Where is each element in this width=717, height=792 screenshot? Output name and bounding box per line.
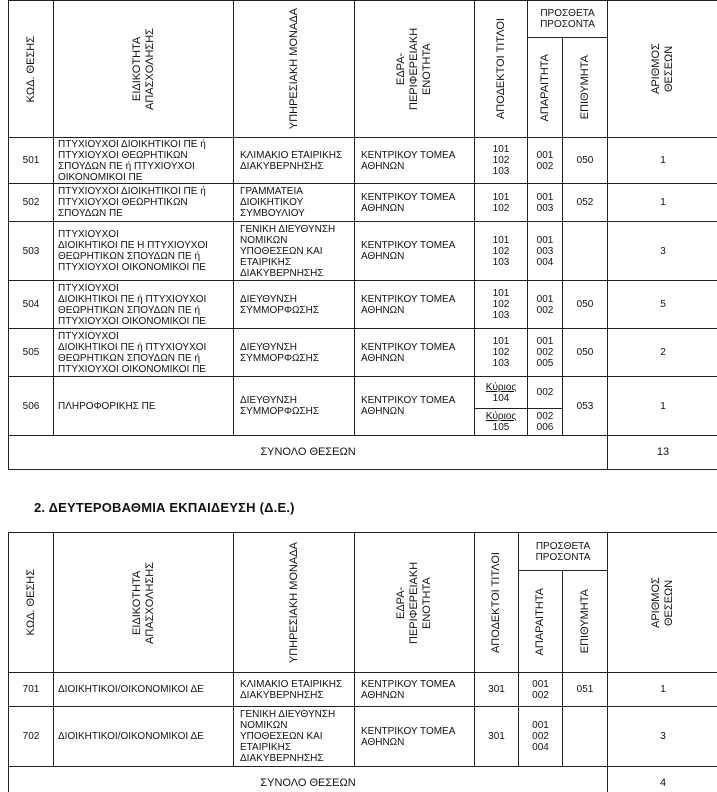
table-row [9, 281, 717, 329]
table-header-row [9, 1, 717, 38]
cell-seat: ΚΕΝΤΡΙΚΟΥ ΤΟΜΕΑ ΑΘΗΝΩΝ [355, 138, 475, 184]
cell-seat: ΚΕΝΤΡΙΚΟΥ ΤΟΜΕΑ ΑΘΗΝΩΝ [355, 281, 475, 329]
cell-required: 001 003 004 [528, 222, 563, 281]
cell-required: 001 002 [519, 673, 563, 707]
table-row [9, 707, 717, 767]
table-row [9, 377, 717, 436]
section-title: 2. ΔΕΥΤΕΡΟΒΑΘΜΙΑ ΕΚΠΑΙΔΕΥΣΗ (Δ.Ε.) [34, 500, 295, 515]
cell-titles: 301 [475, 707, 519, 767]
main-title-label: Κύριος [485, 381, 517, 393]
header-titles: ΑΠΟΔΕΚΤΟΙ ΤΙΤΛΟΙ [475, 533, 519, 673]
header-code: ΚΩΔ. ΘΕΣΗΣ [9, 533, 54, 673]
cell-code: 702 [9, 707, 54, 767]
table-row [9, 329, 717, 377]
cell-service-unit: ΔΙΕΥΘΥΝΣΗ ΣΥΜΜΟΡΦΩΣΗΣ [234, 329, 355, 377]
cell-specialty: ΠΤΥΧΙΟΥΧΟΙ ΔΙΟΙΚΗΤΙΚΟΙ ΠΕ Η ΠΤΥΧΙΟΥΧΟΙ ΘΕΩΡΗΤΙΚΩΝ ΣΠΟΥΔΩΝ ΠΕ ή ΠΤΥΧΙΟΥΧΟΙ ΟΙΚΟΝΟΜΙΚΟΙ ΠΕ [54, 222, 234, 281]
header-desired: ΕΠΙΘΥΜΗΤΑ [563, 38, 608, 138]
cell-specialty: ΠΤΥΧΙΟΥΧΟΙ ΔΙΟΙΚΗΤΙΚΟΙ ΠΕ ή ΠΤΥΧΙΟΥΧΟΙ ΘΕΩΡΗΤΙΚΩΝ ΣΠΟΥΔΩΝ ΠΕ ή ΠΤΥΧΙΟΥΧΟΙ ΟΙΚΟΝΟΜΙΚΟΙ ΠΕ [54, 329, 234, 377]
cell-positions: 2 [608, 329, 717, 377]
header-specialty: ΕΙΔΙΚΟΤΗΤΑ ΑΠΑΣΧΟΛΗΣΗΣ [54, 1, 234, 138]
cell-specialty: ΔΙΟΙΚΗΤΙΚΟΙ/ΟΙΚΟΝΟΜΙΚΟΙ ΔΕ [54, 707, 234, 767]
cell-service-unit: ΓΕΝΙΚΗ ΔΙΕΥΘΥΝΣΗ ΝΟΜΙΚΩΝ ΥΠΟΘΕΣΕΩΝ ΚΑΙ ΕΤΑΙΡΙΚΗΣ ΔΙΑΚΥΒΕΡΝΗΣΗΣ [234, 222, 355, 281]
cell-desired: 053 [563, 377, 608, 436]
cell-desired [563, 707, 608, 767]
cell-desired: 051 [563, 673, 608, 707]
cell-titles [475, 377, 528, 436]
cell-titles: 301 [475, 673, 519, 707]
cell-seat: ΚΕΝΤΡΙΚΟΥ ΤΟΜΕΑ ΑΘΗΝΩΝ [355, 222, 475, 281]
cell-titles: 101 102 103 [475, 222, 528, 281]
cell-titles: 101 102 [475, 184, 528, 222]
total-label: ΣΥΝΟΛΟ ΘΕΣΕΩΝ [9, 436, 608, 470]
header-seat: ΕΔΡΑ-ΠΕΡΙΦΕΡΕΙΑΚΗ ΕΝΟΤΗΤΑ [355, 1, 475, 138]
total-row [9, 436, 717, 470]
header-desired: ΕΠΙΘΥΜΗΤΑ [563, 571, 608, 673]
cell-required: 001 002 005 [528, 329, 563, 377]
cell-specialty: ΔΙΟΙΚΗΤΙΚΟΙ/ΟΙΚΟΝΟΜΙΚΟΙ ΔΕ [54, 673, 234, 707]
table-row [9, 673, 717, 707]
cell-titles: 101 102 103 [475, 138, 528, 184]
cell-seat: ΚΕΝΤΡΙΚΟΥ ΤΟΜΕΑ ΑΘΗΝΩΝ [355, 184, 475, 222]
cell-code: 701 [9, 673, 54, 707]
header-seat: ΕΔΡΑ-ΠΕΡΙΦΕΡΕΙΑΚΗ ΕΝΟΤΗΤΑ [355, 533, 475, 673]
cell-desired: 052 [563, 184, 608, 222]
required-option-a: 002 [528, 377, 562, 409]
cell-required: 001 002 [528, 281, 563, 329]
total-row [9, 767, 717, 792]
cell-desired [563, 222, 608, 281]
cell-required: 001 002 [528, 138, 563, 184]
cell-service-unit: ΔΙΕΥΘΥΝΣΗ ΣΥΜΜΟΡΦΩΣΗΣ [234, 377, 355, 436]
cell-positions: 3 [608, 222, 717, 281]
header-required: ΑΠΑΡΑΙΤΗΤΑ [519, 571, 563, 673]
header-service-unit: ΥΠΗΡΕΣΙΑΚΗ ΜΟΝΑΔΑ [234, 533, 355, 673]
header-titles: ΑΠΟΔΕΚΤΟΙ ΤΙΤΛΟΙ [475, 1, 528, 138]
header-positions: ΑΡΙΘΜΟΣ ΘΕΣΕΩΝ [608, 1, 717, 138]
positions-table-pe [8, 0, 717, 470]
cell-required [528, 377, 563, 436]
cell-positions: 1 [608, 673, 717, 707]
cell-desired: 050 [563, 281, 608, 329]
cell-positions: 5 [608, 281, 717, 329]
positions-table-de [8, 532, 717, 792]
cell-code: 505 [9, 329, 54, 377]
cell-service-unit: ΚΛΙΜΑΚΙΟ ΕΤΑΙΡΙΚΗΣ ΔΙΑΚΥΒΕΡΝΗΣΗΣ [234, 138, 355, 184]
cell-seat: ΚΕΝΤΡΙΚΟΥ ΤΟΜΕΑ ΑΘΗΝΩΝ [355, 707, 475, 767]
cell-seat: ΚΕΝΤΡΙΚΟΥ ΤΟΜΕΑ ΑΘΗΝΩΝ [355, 377, 475, 436]
title-option-b [475, 409, 527, 435]
header-extra-qualifications: ΠΡΟΣΘΕΤΑ ΠΡΟΣΟΝΤΑ [528, 1, 608, 38]
table-header-row [9, 533, 717, 571]
cell-required: 001 003 [528, 184, 563, 222]
cell-code: 506 [9, 377, 54, 436]
header-extra-qualifications: ΠΡΟΣΘΕΤΑ ΠΡΟΣΟΝΤΑ [519, 533, 608, 571]
header-code: ΚΩΔ. ΘΕΣΗΣ [9, 1, 54, 138]
cell-titles: 101 102 103 [475, 281, 528, 329]
required-option-b: 002 006 [536, 411, 554, 433]
title-code: 105 [492, 422, 510, 433]
cell-positions: 1 [608, 377, 717, 436]
cell-code: 503 [9, 222, 54, 281]
header-positions: ΑΡΙΘΜΟΣ ΘΕΣΕΩΝ [608, 533, 717, 673]
cell-seat: ΚΕΝΤΡΙΚΟΥ ΤΟΜΕΑ ΑΘΗΝΩΝ [355, 673, 475, 707]
cell-desired: 050 [563, 329, 608, 377]
cell-positions: 1 [608, 138, 717, 184]
cell-positions: 1 [608, 184, 717, 222]
cell-positions: 3 [608, 707, 717, 767]
table-row [9, 222, 717, 281]
total-value: 13 [608, 436, 717, 470]
cell-required: 001 002 004 [519, 707, 563, 767]
cell-service-unit: ΚΛΙΜΑΚΙΟ ΕΤΑΙΡΙΚΗΣ ΔΙΑΚΥΒΕΡΝΗΣΗΣ [234, 673, 355, 707]
cell-specialty: ΠΤΥΧΙΟΥΧΟΙ ΔΙΟΙΚΗΤΙΚΟΙ ΠΕ ή ΠΤΥΧΙΟΥΧΟΙ ΘΕΩΡΗΤΙΚΩΝ ΣΠΟΥΔΩΝ ΠΕ ή ΠΤΥΧΙΟΥΧΟΙ ΟΙΚΟΝΟΜΙΚΟΙ ΠΕ [54, 138, 234, 184]
cell-specialty: ΠΛΗΡΟΦΟΡΙΚΗΣ ΠΕ [54, 377, 234, 436]
cell-code: 501 [9, 138, 54, 184]
header-service-unit: ΥΠΗΡΕΣΙΑΚΗ ΜΟΝΑΔΑ [234, 1, 355, 138]
cell-code: 504 [9, 281, 54, 329]
cell-titles: 101 102 103 [475, 329, 528, 377]
total-label: ΣΥΝΟΛΟ ΘΕΣΕΩΝ [9, 767, 608, 792]
table-row [9, 184, 717, 222]
cell-desired: 050 [563, 138, 608, 184]
cell-code: 502 [9, 184, 54, 222]
main-title-label: Κύριος [485, 411, 517, 422]
cell-service-unit: ΔΙΕΥΘΥΝΣΗ ΣΥΜΜΟΡΦΩΣΗΣ [234, 281, 355, 329]
title-option-a [475, 377, 527, 409]
total-value: 4 [608, 767, 717, 792]
title-code: 104 [492, 392, 510, 404]
header-required: ΑΠΑΡΑΙΤΗΤΑ [528, 38, 563, 138]
cell-specialty: ΠΤΥΧΙΟΥΧΟΙ ΔΙΟΙΚΗΤΙΚΟΙ ΠΕ ή ΠΤΥΧΙΟΥΧΟΙ ΘΕΩΡΗΤΙΚΩΝ ΣΠΟΥΔΩΝ ΠΕ [54, 184, 234, 222]
cell-service-unit: ΓΡΑΜΜΑΤΕΙΑ ΔΙΟΙΚΗΤΙΚΟΥ ΣΥΜΒΟΥΛΙΟΥ [234, 184, 355, 222]
table-row [9, 138, 717, 184]
cell-service-unit: ΓΕΝΙΚΗ ΔΙΕΥΘΥΝΣΗ ΝΟΜΙΚΩΝ ΥΠΟΘΕΣΕΩΝ ΚΑΙ ΕΤΑΙΡΙΚΗΣ ΔΙΑΚΥΒΕΡΝΗΣΗΣ [234, 707, 355, 767]
header-specialty: ΕΙΔΙΚΟΤΗΤΑ ΑΠΑΣΧΟΛΗΣΗΣ [54, 533, 234, 673]
cell-seat: ΚΕΝΤΡΙΚΟΥ ΤΟΜΕΑ ΑΘΗΝΩΝ [355, 329, 475, 377]
cell-specialty: ΠΤΥΧΙΟΥΧΟΙ ΔΙΟΙΚΗΤΙΚΟΙ ΠΕ ή ΠΤΥΧΙΟΥΧΟΙ ΘΕΩΡΗΤΙΚΩΝ ΣΠΟΥΔΩΝ ΠΕ ή ΠΤΥΧΙΟΥΧΟΙ ΟΙΚΟΝΟΜΙΚΟΙ ΠΕ [54, 281, 234, 329]
